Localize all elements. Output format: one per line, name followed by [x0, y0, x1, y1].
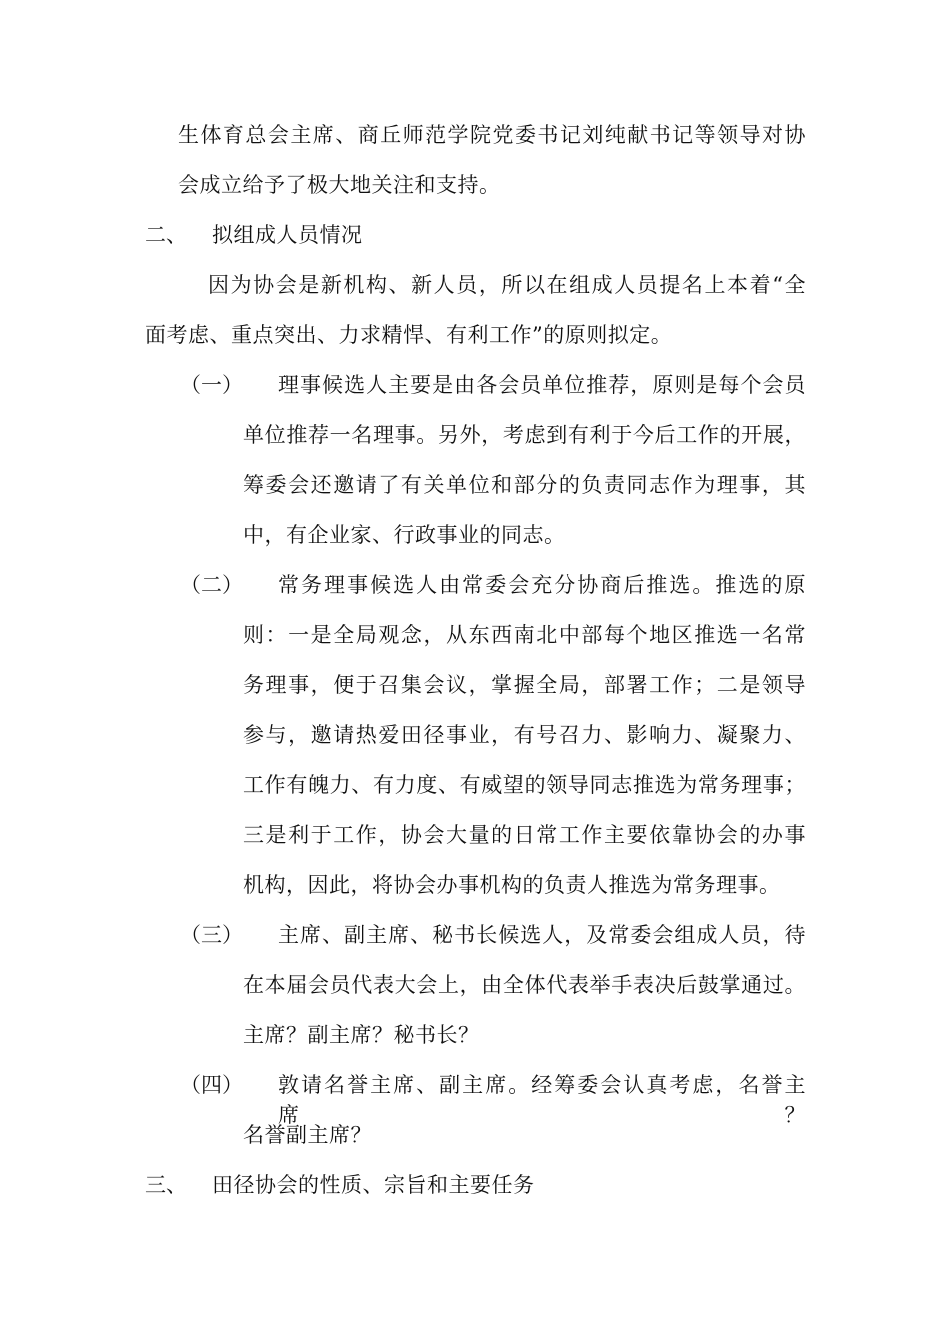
item-4-line-2: 名誉副主席？ — [243, 1123, 372, 1147]
item-3-marker: （三） — [180, 923, 243, 947]
item-1-line-3: 筹委会还邀请了有关单位和部分的负责同志作为理事，其 — [243, 473, 806, 497]
intro-line-1: 生体育总会主席、商丘师范学院党委书记刘纯献书记等领导对协 — [178, 123, 806, 147]
section-3-number: 三、 — [145, 1173, 187, 1197]
item-2-line-6: 三是利于工作，协会大量的日常工作主要依靠协会的办事 — [243, 823, 806, 847]
item-2-line-2: 则：一是全局观念，从东西南北中部每个地区推选一名常 — [243, 623, 806, 647]
item-1-line-2: 单位推荐一名理事。另外，考虑到有利于今后工作的开展， — [243, 423, 806, 447]
item-2-marker: （二） — [180, 573, 243, 597]
item-1-marker: （一） — [180, 373, 243, 397]
item-1-line-1: 理事候选人主要是由各会员单位推荐，原则是每个会员 — [278, 373, 806, 397]
item-4-line-1: 敦请名誉主席、副主席。经筹委会认真考虑，名誉主席？ — [278, 1073, 806, 1127]
item-3-line-1: 主席、副主席、秘书长候选人，及常委会组成人员，待 — [278, 923, 806, 947]
item-2-line-5: 工作有魄力、有力度、有威望的领导同志推选为常务理事； — [243, 773, 806, 797]
item-3-line-3: 主席？副主席？秘书长？ — [243, 1023, 480, 1047]
intro-line-2: 会成立给予了极大地关注和支持。 — [178, 173, 501, 197]
section-3-heading: 田径协会的性质、宗旨和主要任务 — [212, 1173, 535, 1197]
item-2-line-3: 务理事，便于召集会议，掌握全局，部署工作；二是领导 — [243, 673, 806, 697]
item-2-line-7: 机构，因此，将协会办事机构的负责人推选为常务理事。 — [243, 873, 781, 897]
item-3-line-2: 在本届会员代表大会上，由全体代表举手表决后鼓掌通过。 — [243, 973, 806, 997]
section-2-para-line-2: 面考虑、重点突出、力求精悍、有利工作”的原则拟定。 — [145, 323, 673, 347]
item-4-marker: （四） — [180, 1073, 243, 1097]
section-2-number: 二、 — [145, 223, 187, 247]
item-2-line-4: 参与，邀请热爱田径事业，有号召力、影响力、凝聚力、 — [243, 723, 806, 747]
section-2-para-line-1: 因为协会是新机构、新人员，所以在组成人员提名上本着“全 — [208, 273, 806, 297]
section-2-heading: 拟组成人员情况 — [212, 223, 363, 247]
item-2-line-1: 常务理事候选人由常委会充分协商后推选。推选的原 — [278, 573, 806, 597]
item-1-line-4: 中，有企业家、行政事业的同志。 — [243, 523, 566, 547]
